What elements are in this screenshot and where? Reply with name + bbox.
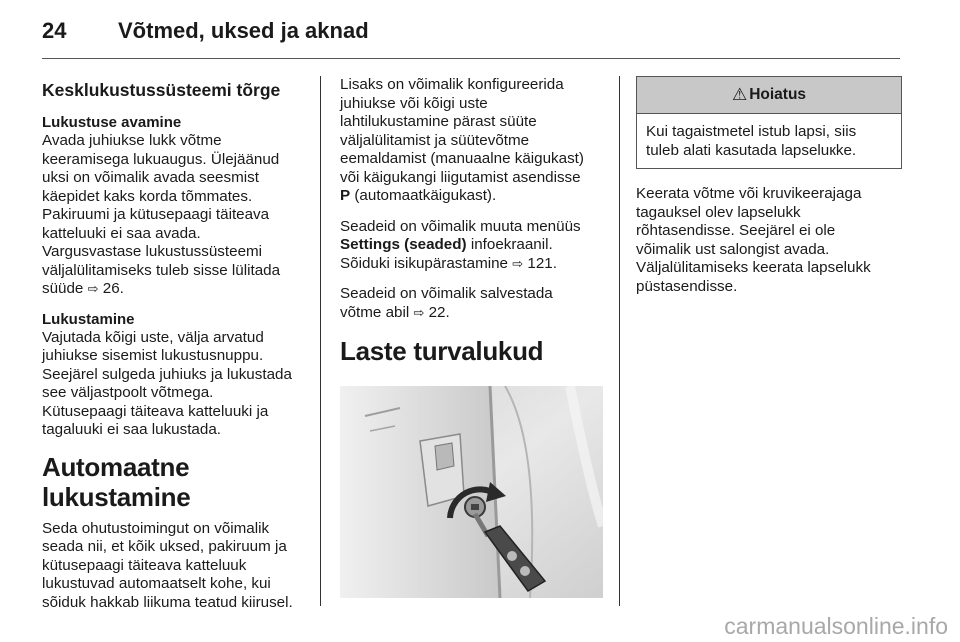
- column-left: [42, 76, 310, 624]
- page-ref-link[interactable]: 26.: [102, 280, 124, 297]
- locking-text: Vajutada kõigi uste, välja arvatud juhiukse sisemist lukustusnuppu. Seejärel sulgeda juhiuks ja lukustada see väljastpoolt võtmega. Kütusepaagi täiteava katteluuki ja tagaluuki ei saa lukustada.: [42, 328, 292, 438]
- section-heading-central-lock-failure: Kesklukustussüsteemi tõrge: [42, 80, 281, 100]
- column-middle: [340, 76, 612, 604]
- page-header: [42, 18, 900, 58]
- subheading-locking: Lukustamine: [42, 310, 135, 328]
- settings-menu-label: Settings (seaded): [340, 236, 467, 253]
- warning-text: Kui tagaistmetel istub lapsi, siis tuleb alati kasutada lapseluкke.: [646, 123, 857, 159]
- subheading-unlocking: Lukustuse avamine: [42, 114, 182, 131]
- column-right: [636, 76, 902, 308]
- page-ref-link[interactable]: 121.: [527, 254, 557, 272]
- page-number: 24: [42, 18, 67, 43]
- section-heading-child-locks: Laste turvalukud: [340, 336, 544, 366]
- page-ref-arrow-icon: ⇨: [413, 304, 425, 320]
- column-divider-2: [619, 76, 620, 606]
- watermark: carmanualsonline.info: [724, 613, 948, 639]
- unlocking-text: Avada juhiukse lukk võtme keeramisega lukuaugus. Ülejäänud uksi on võimalik avada seesmist käepidet kaks korda tõmmates. Pakiruumi ja kütusepaagi täiteava katteluuki ei saa avada. Vargusvastase lukustussüsteemi väljalülitamiseks tuleb sisse lülitada süüde ⇨ 26.: [42, 132, 281, 297]
- page-title: Võtmed, uksed ja aknad: [118, 18, 369, 43]
- warning-triangle-icon: ⚠: [731, 84, 748, 104]
- header-rule: [42, 58, 900, 59]
- warning-header: [637, 77, 901, 114]
- section-heading-automatic-locking: Automaatne lukustamine: [42, 451, 191, 512]
- page-ref-link[interactable]: 22.: [428, 303, 450, 321]
- warning-box: [636, 76, 902, 169]
- child-lock-illustration: [340, 386, 603, 598]
- child-lock-text: Keerata võtme või kruvikeerajaga tagauksel olev lapselukk rõhtasendisse. Seejärel ei ole võimalik ust salongist avada. Väljalülitamiseks keerata lapselukk püstasendisse.: [636, 185, 871, 295]
- config-text: Lisaks on võimalik konfigureerida juhiukse või kõigi uste lahtilukustamine pärast süüte väljalülitamist ja süütevõtme eemaldamist (manuaalne käigukast) või käigukangi liigutamist asendisse P (automaatkäigukast).: [340, 76, 584, 204]
- column-divider-1: [320, 76, 321, 606]
- settings-text: Seadeid on võimalik muuta menüüs Settings (seaded) infoekraanil. Sõiduki isikupärastamine ⇨ 121.: [340, 217, 581, 272]
- warning-title: Hoiatus: [749, 85, 807, 103]
- page-ref-arrow-icon: ⇨: [87, 281, 99, 296]
- automatic-locking-text: Seda ohutustoimingut on võimalik seada nii, et kõik uksed, pakiruum ja kütusepaagi täiteava katteluuk lukustuvad automaatselt kohe, kui sõiduk hakkab liikuma teatud kiirusel.: [42, 519, 293, 611]
- page-ref-arrow-icon: ⇨: [512, 255, 524, 271]
- save-settings-text: Seadeid on võimalik salvestada võtme abil ⇨ 22.: [340, 285, 553, 321]
